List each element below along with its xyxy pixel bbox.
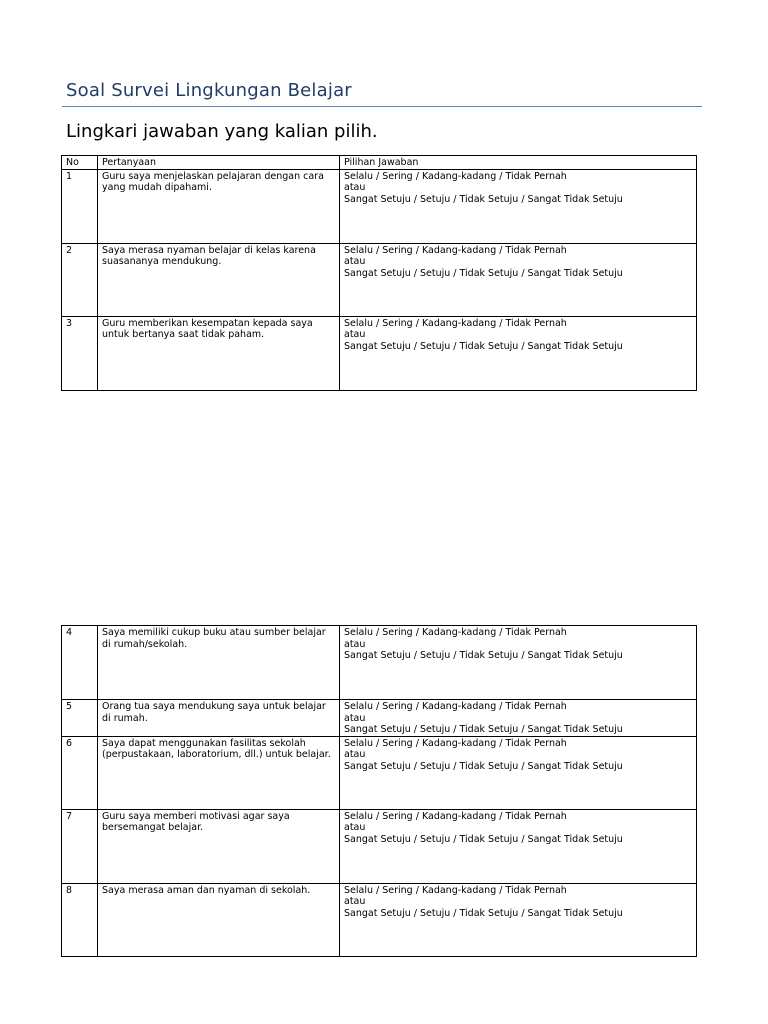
table-row	[62, 809, 697, 883]
survey-table-part-1	[61, 155, 697, 391]
answer-option-agreement[interactable]: Sangat Setuju / Setuju / Tidak Setuju / Sangat Tidak Setuju	[344, 340, 623, 352]
question-text: Saya memiliki cukup buku atau sumber belajar di rumah/sekolah.	[98, 626, 340, 700]
question-text: Guru saya menjelaskan pelajaran dengan cara yang mudah dipahami.	[98, 169, 340, 243]
answer-option-agreement[interactable]: Sangat Setuju / Setuju / Tidak Setuju / Sangat Tidak Setuju	[344, 907, 623, 919]
answer-option-frequency[interactable]: Selalu / Sering / Kadang-kadang / Tidak Pernah	[344, 701, 567, 712]
question-text: Orang tua saya mendukung saya untuk belajar di rumah.	[98, 700, 340, 737]
question-number: 3	[62, 316, 98, 390]
answer-option-separator[interactable]: atau	[344, 256, 366, 267]
answer-options-cell	[340, 700, 697, 737]
survey-table-part-2	[61, 625, 697, 957]
header-question: Pertanyaan	[98, 156, 340, 170]
question-number: 8	[62, 883, 98, 956]
question-text: Saya merasa nyaman belajar di kelas karena suasananya mendukung.	[98, 243, 340, 316]
header-answer: Pilihan Jawaban	[340, 156, 697, 170]
answer-option-frequency[interactable]: Selalu / Sering / Kadang-kadang / Tidak Pernah	[344, 244, 567, 256]
answer-option-frequency[interactable]: Selalu / Sering / Kadang-kadang / Tidak Pernah	[344, 810, 567, 822]
answer-option-separator[interactable]: atau	[344, 822, 366, 833]
answer-option-separator[interactable]: atau	[344, 749, 366, 760]
question-text: Guru memberikan kesempatan kepada saya untuk bertanya saat tidak paham.	[98, 316, 340, 390]
answer-option-agreement[interactable]: Sangat Setuju / Setuju / Tidak Setuju / Sangat Tidak Setuju	[344, 650, 623, 661]
table-row	[62, 316, 697, 390]
instruction-text: Lingkari jawaban yang kalian pilih.	[66, 121, 378, 142]
answer-option-separator[interactable]: atau	[344, 182, 366, 193]
question-number: 1	[62, 169, 98, 243]
answer-option-separator[interactable]: atau	[344, 329, 366, 340]
answer-options-cell	[340, 626, 697, 700]
answer-option-frequency[interactable]: Selalu / Sering / Kadang-kadang / Tidak Pernah	[344, 170, 567, 182]
table-row	[62, 883, 697, 956]
answer-option-separator[interactable]: atau	[344, 896, 366, 907]
question-number: 7	[62, 809, 98, 883]
title-divider	[62, 106, 702, 107]
answer-option-separator[interactable]: atau	[344, 638, 366, 650]
header-no: No	[62, 156, 98, 170]
answer-option-agreement[interactable]: Sangat Setuju / Setuju / Tidak Setuju / Sangat Tidak Setuju	[344, 760, 623, 772]
table-row	[62, 243, 697, 316]
table-header-row	[62, 156, 697, 170]
answer-options-cell	[340, 169, 697, 243]
answer-option-frequency[interactable]: Selalu / Sering / Kadang-kadang / Tidak Pernah	[344, 317, 567, 329]
table-row	[62, 626, 697, 700]
answer-options-cell	[340, 736, 697, 809]
answer-option-frequency[interactable]: Selalu / Sering / Kadang-kadang / Tidak Pernah	[344, 884, 567, 896]
question-text: Guru saya memberi motivasi agar saya bersemangat belajar.	[98, 809, 340, 883]
question-number: 2	[62, 243, 98, 316]
answer-options-cell	[340, 316, 697, 390]
answer-option-agreement[interactable]: Sangat Setuju / Setuju / Tidak Setuju / Sangat Tidak Setuju	[344, 193, 623, 205]
question-number: 5	[62, 700, 98, 737]
answer-options-cell	[340, 883, 697, 956]
answer-options-cell	[340, 243, 697, 316]
table-row	[62, 700, 697, 737]
question-text: Saya merasa aman dan nyaman di sekolah.	[98, 883, 340, 956]
page-title: Soal Survei Lingkungan Belajar	[66, 80, 352, 101]
answer-options-cell	[340, 809, 697, 883]
table-row	[62, 169, 697, 243]
table-row	[62, 736, 697, 809]
answer-option-frequency[interactable]: Selalu / Sering / Kadang-kadang / Tidak Pernah	[344, 627, 567, 638]
question-number: 4	[62, 626, 98, 700]
answer-option-agreement[interactable]: Sangat Setuju / Setuju / Tidak Setuju / Sangat Tidak Setuju	[344, 724, 623, 735]
answer-option-agreement[interactable]: Sangat Setuju / Setuju / Tidak Setuju / Sangat Tidak Setuju	[344, 833, 623, 845]
answer-option-agreement[interactable]: Sangat Setuju / Setuju / Tidak Setuju / Sangat Tidak Setuju	[344, 267, 623, 279]
question-text: Saya dapat menggunakan fasilitas sekolah (perpustakaan, laboratorium, dll.) untuk belajar.	[98, 736, 340, 809]
answer-option-frequency[interactable]: Selalu / Sering / Kadang-kadang / Tidak Pernah	[344, 737, 567, 749]
answer-option-separator[interactable]: atau	[344, 712, 366, 724]
question-number: 6	[62, 736, 98, 809]
